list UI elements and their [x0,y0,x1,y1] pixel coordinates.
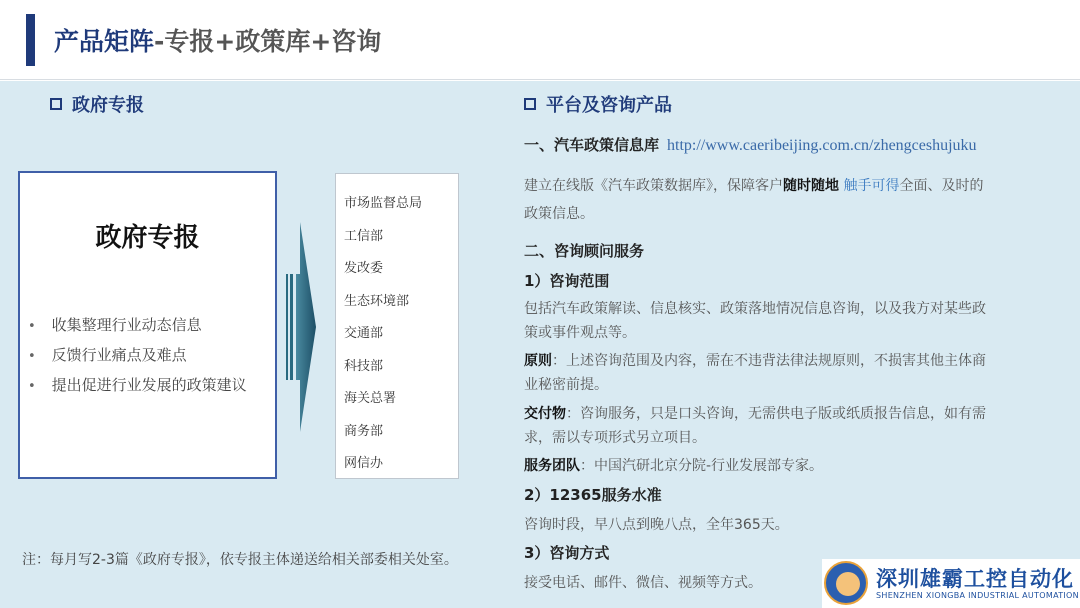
logo-en-text: SHENZHEN XIONGBA INDUSTRIAL AUTOMATION [876,591,1079,600]
policy-db-title [524,134,977,155]
slide-title [54,22,381,58]
list-item: • 提出促进行业发展的政策建议 [28,371,247,401]
consulting-title: 二、咨询顾问服务 [524,242,645,260]
department-item: 发改委 [344,261,384,276]
desc-text: 全面、及时的 [899,178,984,194]
department-item: 生态环境部 [344,293,410,309]
section-heading-platform [524,91,672,117]
team-label: 服务团队 [524,458,580,474]
principle-body: ：上述咨询范围及内容，需在不违背法律法规原则，不损害其他主体商 [552,353,986,369]
slide-title-main: 产品矩阵 [54,27,155,56]
slide-title-rest: -专报+政策库+咨询 [154,27,382,56]
section-heading-label: 政府专报 [72,95,144,116]
desc-text: 建立在线版《汽车政策数据库》，保障客户 [524,178,783,194]
scope-text: 策或事件观点等。 [524,325,636,341]
mascot-icon [824,561,868,605]
team-text [524,455,823,475]
scope-text: 包括汽车政策解读、信息核实、政策落地情况信息咨询，以及我方对某些政 [524,301,986,317]
scope-title: 1）咨询范围 [524,272,610,290]
gov-report-bullets [28,311,247,401]
section-heading-gov-report [50,91,144,117]
footnote: 注：每月写2-3篇《政府专报》，依专报主体递送给相关部委相关处室。 [22,552,458,568]
consult-method-title: 3）咨询方式 [524,544,610,562]
department-item: 科技部 [344,358,384,374]
department-item: 交通部 [344,326,384,341]
service-standard-title: 2）12365服务水准 [524,486,662,504]
right-arrow-icon [284,222,318,432]
policy-db-label: 一、汽车政策信息库 [524,136,660,154]
principle-text [524,350,986,370]
principle-label: 原则 [524,353,552,369]
policy-db-desc-line2: 政策信息。 [524,206,594,222]
department-item: 海关总署 [344,391,397,406]
policy-db-url[interactable]: http://www.caeribeijing.com.cn/zhengceshujuku [667,137,977,154]
square-bullet-icon [50,98,62,110]
deliverable-text: 求，需以专项形式另立项目。 [524,430,706,446]
team-body: ：中国汽研北京分院-行业发展部专家。 [580,458,824,474]
square-bullet-icon [524,98,536,110]
deliverable-text [524,403,986,423]
list-item: • 收集整理行业动态信息 [28,311,247,341]
desc-emphasis: 随时随地 [783,178,839,194]
department-item: 工信部 [344,228,384,244]
principle-text: 业秘密前提。 [524,377,608,393]
section-heading-label: 平台及咨询产品 [546,95,672,116]
deliverable-body: ：咨询服务，只是口头咨询，无需供电子版或纸质报告信息，如有需 [566,406,986,422]
department-item: 市场监督总局 [344,196,423,211]
deliverable-label: 交付物 [524,406,566,422]
department-item: 网信办 [344,456,384,471]
service-standard-text: 咨询时段，早八点到晚八点，全年365天。 [524,517,789,533]
department-item: 商务部 [344,423,384,439]
consult-method-text: 接受电话、邮件、微信、视频等方式。 [524,575,762,591]
gov-report-box [18,171,277,479]
company-logo [822,559,1080,608]
department-list [335,173,459,479]
gov-report-box-title: 政府专报 [95,223,200,253]
desc-highlight: 触手可得 [839,178,900,194]
list-item: • 反馈行业痛点及难点 [28,341,247,371]
policy-db-desc [524,175,983,195]
slide-header [0,0,1080,80]
logo-cn-text: 深圳雄霸工控自动化 [876,567,1074,591]
header-accent-bar [26,14,35,66]
